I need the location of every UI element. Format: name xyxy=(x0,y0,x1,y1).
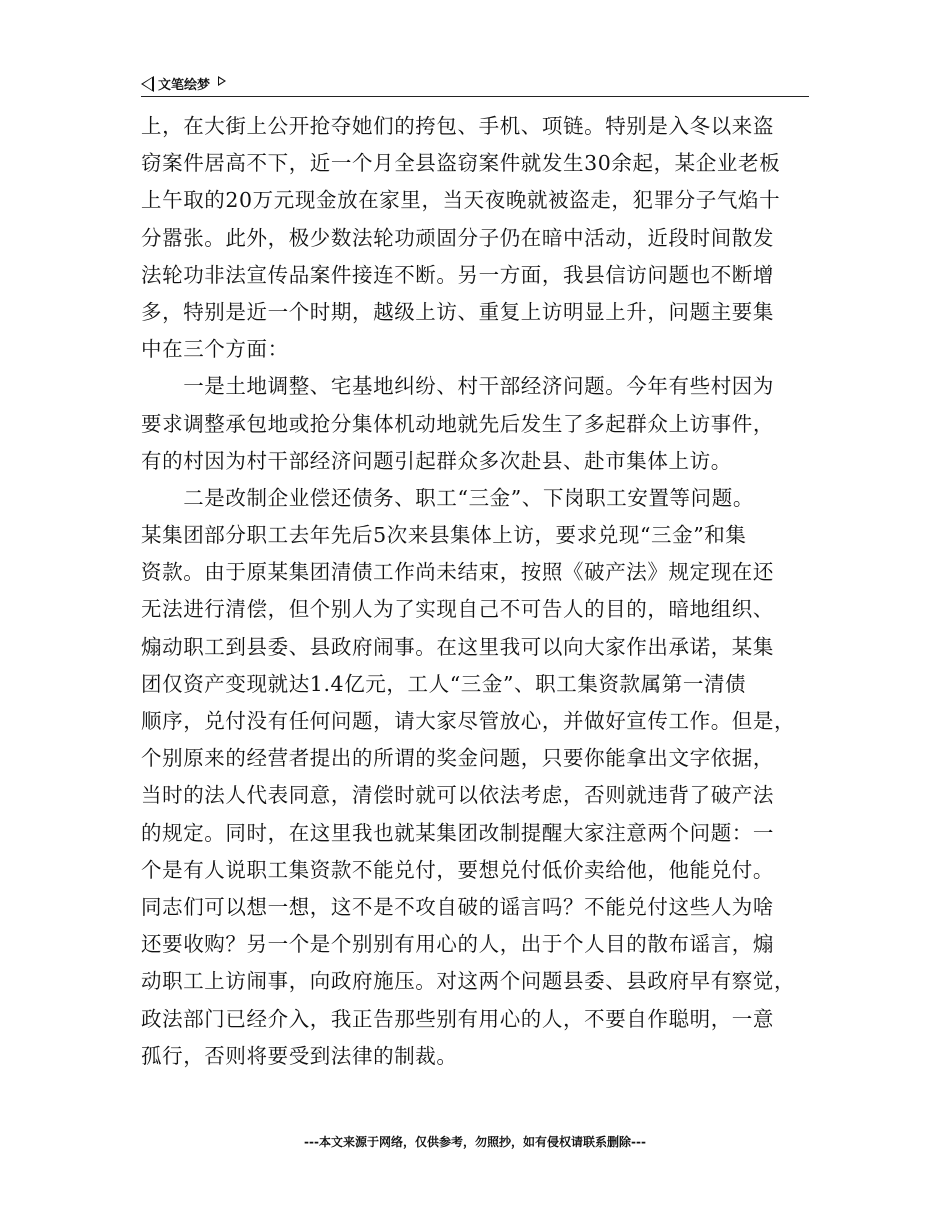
text-line: 个是有人说职工集资款不能兑付，要想兑付低价卖给他，他能兑付。 xyxy=(141,857,774,882)
text-line: 上，在大街上公开抢夺她们的挎包、手机、项链。特别是入冬以来盗 xyxy=(141,114,774,138)
text-line: 要求调整承包地或抢分集体机动地就先后发生了多起群众上访事件， xyxy=(141,411,774,436)
text-line: 同志们可以想一想，这不是不攻自破的谣言吗？不能兑付这些人为啥 xyxy=(141,894,774,919)
text-line: 法轮功非法宣传品案件接连不断。另一方面，我县信访问题也不断增 xyxy=(141,262,774,287)
text-line: 资款。由于原某集团清债工作尚未结束，按照《破产法》规定现在还 xyxy=(141,560,774,585)
text-line: 孤行，否则将要受到法律的制裁。 xyxy=(141,1043,458,1068)
text-line: 一是土地调整、宅基地纠纷、村干部经济问题。今年有些村因为 xyxy=(141,374,774,399)
document-body xyxy=(141,108,811,1075)
triangle-right-icon xyxy=(218,76,226,86)
text-line: 某集团部分职工去年先后5次来县集体上访，要求兑现“三金”和集 xyxy=(141,523,747,548)
brand-text: 文笔绘梦 xyxy=(158,78,211,93)
text-line: 个别原来的经营者提出的所谓的奖金问题，只要你能拿出文字依据， xyxy=(141,746,774,771)
text-line: 还要收购？另一个是个别别有用心的人，出于个人目的散布谣言，煽 xyxy=(141,932,774,957)
text-line: 二是改制企业偿还债务、职工“三金”、下岗职工安置等问题。 xyxy=(141,485,754,510)
text-line: 上午取的20万元现金放在家里，当天夜晚就被盗走，犯罪分子气焰十 xyxy=(141,188,781,213)
text-line: 无法进行清偿，但个别人为了实现自己不可告人的目的，暗地组织、 xyxy=(141,597,774,622)
page-header xyxy=(141,72,809,97)
text-line: 中在三个方面： xyxy=(141,337,289,362)
text-line: 有的村因为村干部经济问题引起群众多次赴县、赴市集体上访。 xyxy=(141,448,732,473)
text-line: 动职工上访闹事，向政府施压。对这两个问题县委、县政府早有察觉， xyxy=(141,969,796,994)
text-line: 当时的法人代表同意，清偿时就可以依法考虑，否则就违背了破产法 xyxy=(141,783,774,808)
text-line: 煽动职工到县委、县政府闹事。在这里我可以向大家作出承诺，某集 xyxy=(141,634,774,659)
text-line: 团仅资产变现就达1.4亿元，工人“三金”、职工集资款属第一清债 xyxy=(141,671,747,696)
text-line: 顺序，兑付没有任何问题，请大家尽管放心，并做好宣传工作。但是， xyxy=(141,709,796,733)
header-brand xyxy=(141,74,226,93)
text-line: 政法部门已经介入，我正告那些别有用心的人，不要自作聪明，一意 xyxy=(141,1006,774,1031)
text-line: 分嚣张。此外，极少数法轮功顽固分子仍在暗中活动，近段时间散发 xyxy=(141,225,774,250)
text-line: 窃案件居高不下，近一个月全县盗窃案件就发生30余起，某企业老板 xyxy=(141,151,781,176)
page-footer: ---本文来源于网络，仅供参考，勿照抄，如有侵权请联系删除--- xyxy=(304,1135,646,1149)
triangle-left-icon xyxy=(141,76,154,92)
text-line: 的规定。同时，在这里我也就某集团改制提醒大家注意两个问题：一 xyxy=(141,820,774,845)
text-line: 多，特别是近一个时期，越级上访、重复上访明显上升，问题主要集 xyxy=(141,299,774,324)
